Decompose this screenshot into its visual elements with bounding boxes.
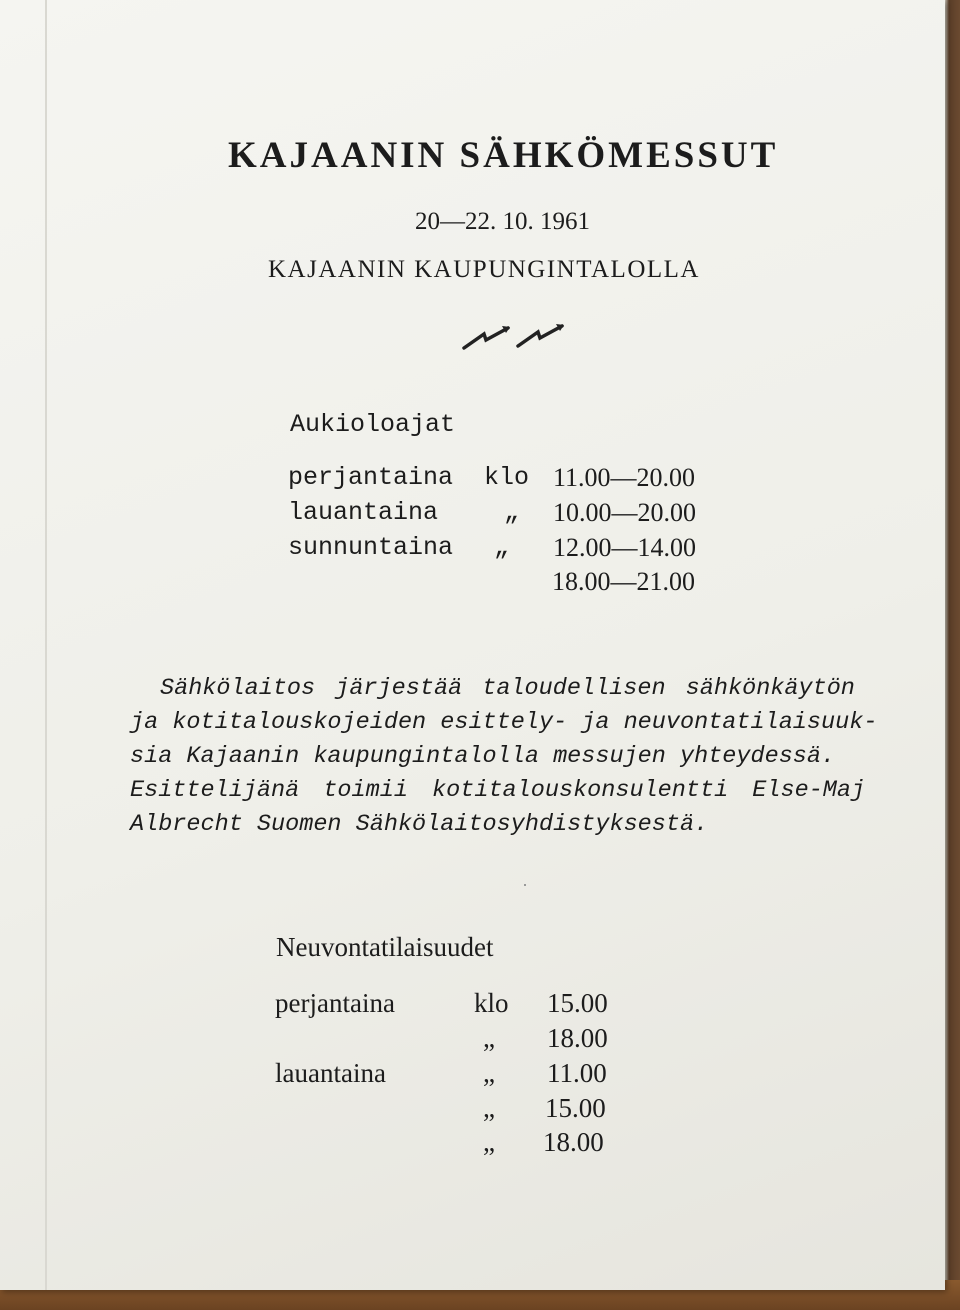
ditto-mark: „ xyxy=(483,1127,495,1157)
day-label: perjantaina xyxy=(288,463,454,492)
sessions-heading: Neuvontatilaisuudet xyxy=(276,932,494,962)
paragraph-line: sia Kajaanin kaupungintalolla messujen yhteydessä. xyxy=(130,743,836,770)
day-label: sunnuntaina xyxy=(288,533,454,562)
ditto-mark: „ xyxy=(483,1023,495,1053)
day-label: perjantaina xyxy=(275,988,395,1018)
paper-speck xyxy=(524,884,526,886)
session-time: 18.00 xyxy=(543,1127,604,1157)
opening-hours-heading: Aukioloajat xyxy=(290,410,456,439)
time-range: 12.00—14.00 xyxy=(553,533,696,562)
session-time: 15.00 xyxy=(547,988,608,1018)
time-range: 18.00—21.00 xyxy=(552,567,695,596)
lightning-ornament-icon xyxy=(462,322,572,352)
time-range: 10.00—20.00 xyxy=(553,498,696,527)
paragraph-line: Esittelijänä toimii kotitalouskonsulentti Else-Maj xyxy=(130,777,866,804)
paragraph-line: Albrecht Suomen Sähkölaitosyhdistyksestä. xyxy=(130,811,709,838)
card-fold-edge xyxy=(45,0,47,1290)
session-time: 18.00 xyxy=(547,1023,608,1053)
time-range: 11.00—20.00 xyxy=(553,463,696,492)
day-label: lauantaina xyxy=(275,1058,386,1088)
klo-label: klo xyxy=(474,988,509,1018)
ditto-mark: „ xyxy=(483,1093,495,1123)
paragraph-line: Sähkölaitos järjestää taloudellisen sähkönkäytön xyxy=(160,675,855,702)
ditto-mark: „ xyxy=(483,1058,495,1088)
paragraph-line: ja kotitalouskojeiden esittely- ja neuvontatilaisuuk- xyxy=(130,709,878,736)
document-title: KAJAANIN SÄHKÖMESSUT xyxy=(228,135,779,176)
session-time: 11.00 xyxy=(547,1058,607,1088)
ditto-mark: „ xyxy=(504,498,520,527)
description-paragraph xyxy=(130,672,890,842)
event-dates: 20—22. 10. 1961 xyxy=(415,208,590,235)
klo-label: klo xyxy=(484,463,530,492)
event-venue: KAJAANIN KAUPUNGINTALOLLA xyxy=(268,256,700,283)
session-time: 15.00 xyxy=(545,1093,606,1123)
day-label: lauantaina xyxy=(288,498,439,527)
ditto-mark: „ xyxy=(494,533,510,562)
